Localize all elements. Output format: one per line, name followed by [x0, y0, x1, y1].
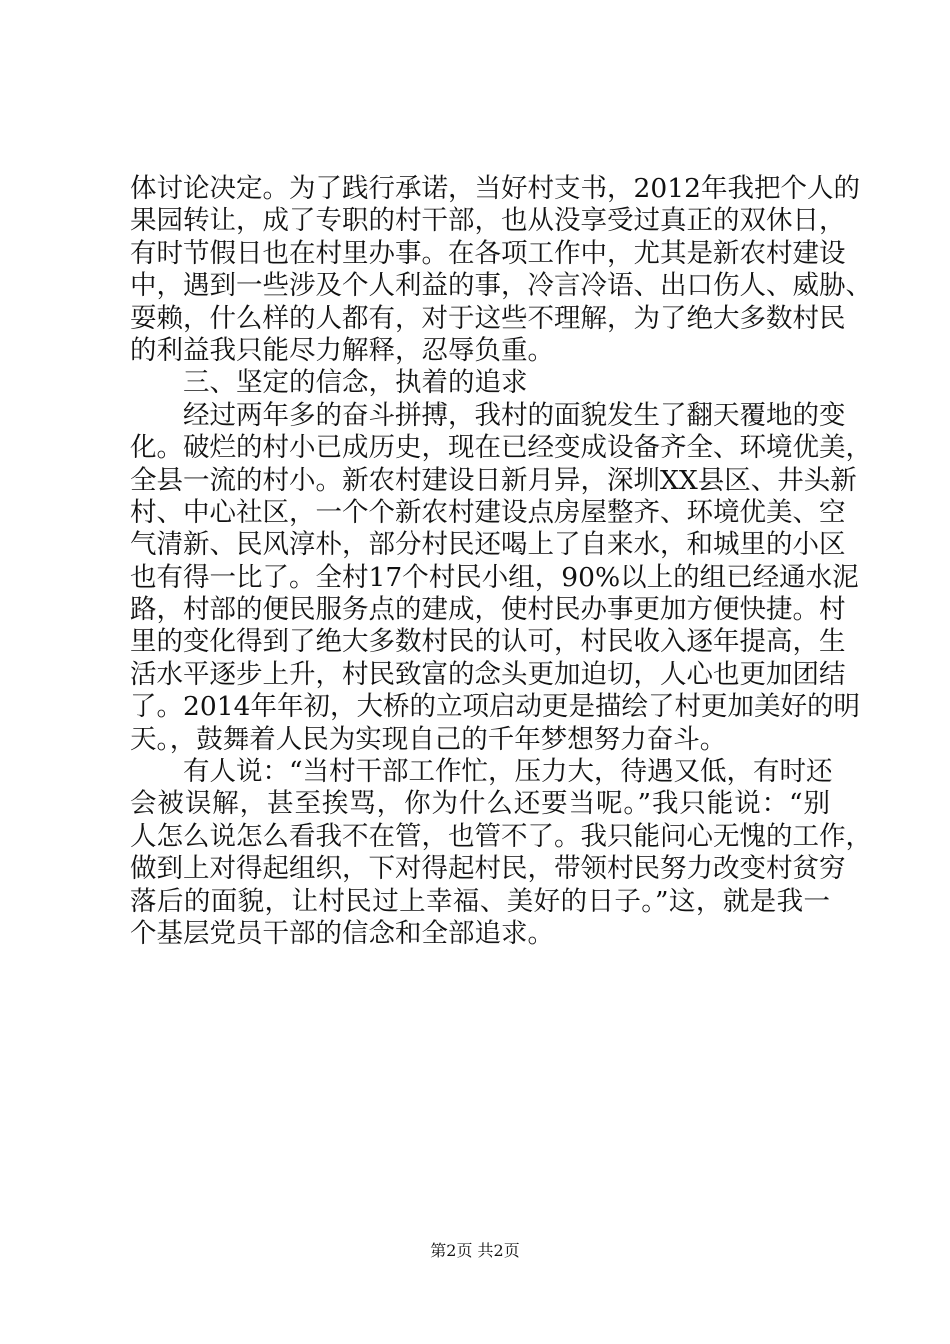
text-line: 村、中心社区，一个个新农村建设点房屋整齐、环境优美、空: [130, 496, 846, 528]
text-line: 路，村部的便民服务点的建成，使村民办事更加方便快捷。村: [130, 594, 846, 626]
text-line: 个基层党员干部的信念和全部追求。: [130, 917, 554, 949]
text-line: 经过两年多的奋斗拼搏，我村的面貌发生了翻天覆地的变: [183, 399, 846, 431]
text-line: 活水平逐步上升，村民致富的念头更加迫切，人心也更加团结: [130, 658, 846, 690]
page-footer: 第2页 共2页: [430, 1241, 520, 1260]
text-line: 体讨论决定。为了践行承诺，当好村支书，2012年我把个人的: [130, 173, 860, 204]
text-line: 也有得一比了。全村17个村民小组，90%以上的组已经通水泥: [130, 561, 859, 593]
text-line: 化。破烂的村小已成历史，现在已经变成设备齐全、环境优美，: [130, 432, 872, 464]
text-line: 了。2014年年初，大桥的立项启动更是描绘了村更加美好的明: [130, 691, 860, 723]
text-line: 全县一流的村小。新农村建设日新月异，深圳XX县区、井头新: [130, 464, 857, 496]
text-line: 会被误解，甚至挨骂，你为什么还要当呢。”我只能说：“别: [130, 788, 830, 820]
text-line: 天。，鼓舞着人民为实现自己的千年梦想努力奋斗。: [130, 723, 727, 755]
text-line: 的利益我只能尽力解释，忍辱负重。: [130, 334, 554, 366]
text-line: 果园转让，成了专职的村干部，也从没享受过真正的双休日，: [130, 205, 846, 237]
text-line: 耍赖，什么样的人都有，对于这些不理解，为了绝大多数村民: [130, 302, 846, 334]
text-line: 做到上对得起组织，下对得起村民，带领村民努力改变村贫穷: [130, 853, 846, 885]
text-line: 落后的面貌，让村民过上幸福、美好的日子。”这，就是我一: [130, 885, 830, 917]
section-heading: 三、坚定的信念，执着的追求: [183, 367, 528, 399]
document-body: [130, 173, 872, 950]
text-line: 人怎么说怎么看我不在管，也管不了。我只能问心无愧的工作，: [130, 820, 872, 852]
text-line: 气清新、民风淳朴，部分村民还喝上了自来水，和城里的小区: [130, 529, 846, 561]
text-line: 有人说：“当村干部工作忙，压力大，待遇又低，有时还: [183, 756, 833, 788]
text-line: 有时节假日也在村里办事。在各项工作中，尤其是新农村建设: [130, 237, 846, 269]
text-line: 里的变化得到了绝大多数村民的认可，村民收入逐年提高，生: [130, 626, 846, 658]
text-line: 中，遇到一些涉及个人利益的事，冷言冷语、出口伤人、威胁、: [130, 270, 872, 302]
